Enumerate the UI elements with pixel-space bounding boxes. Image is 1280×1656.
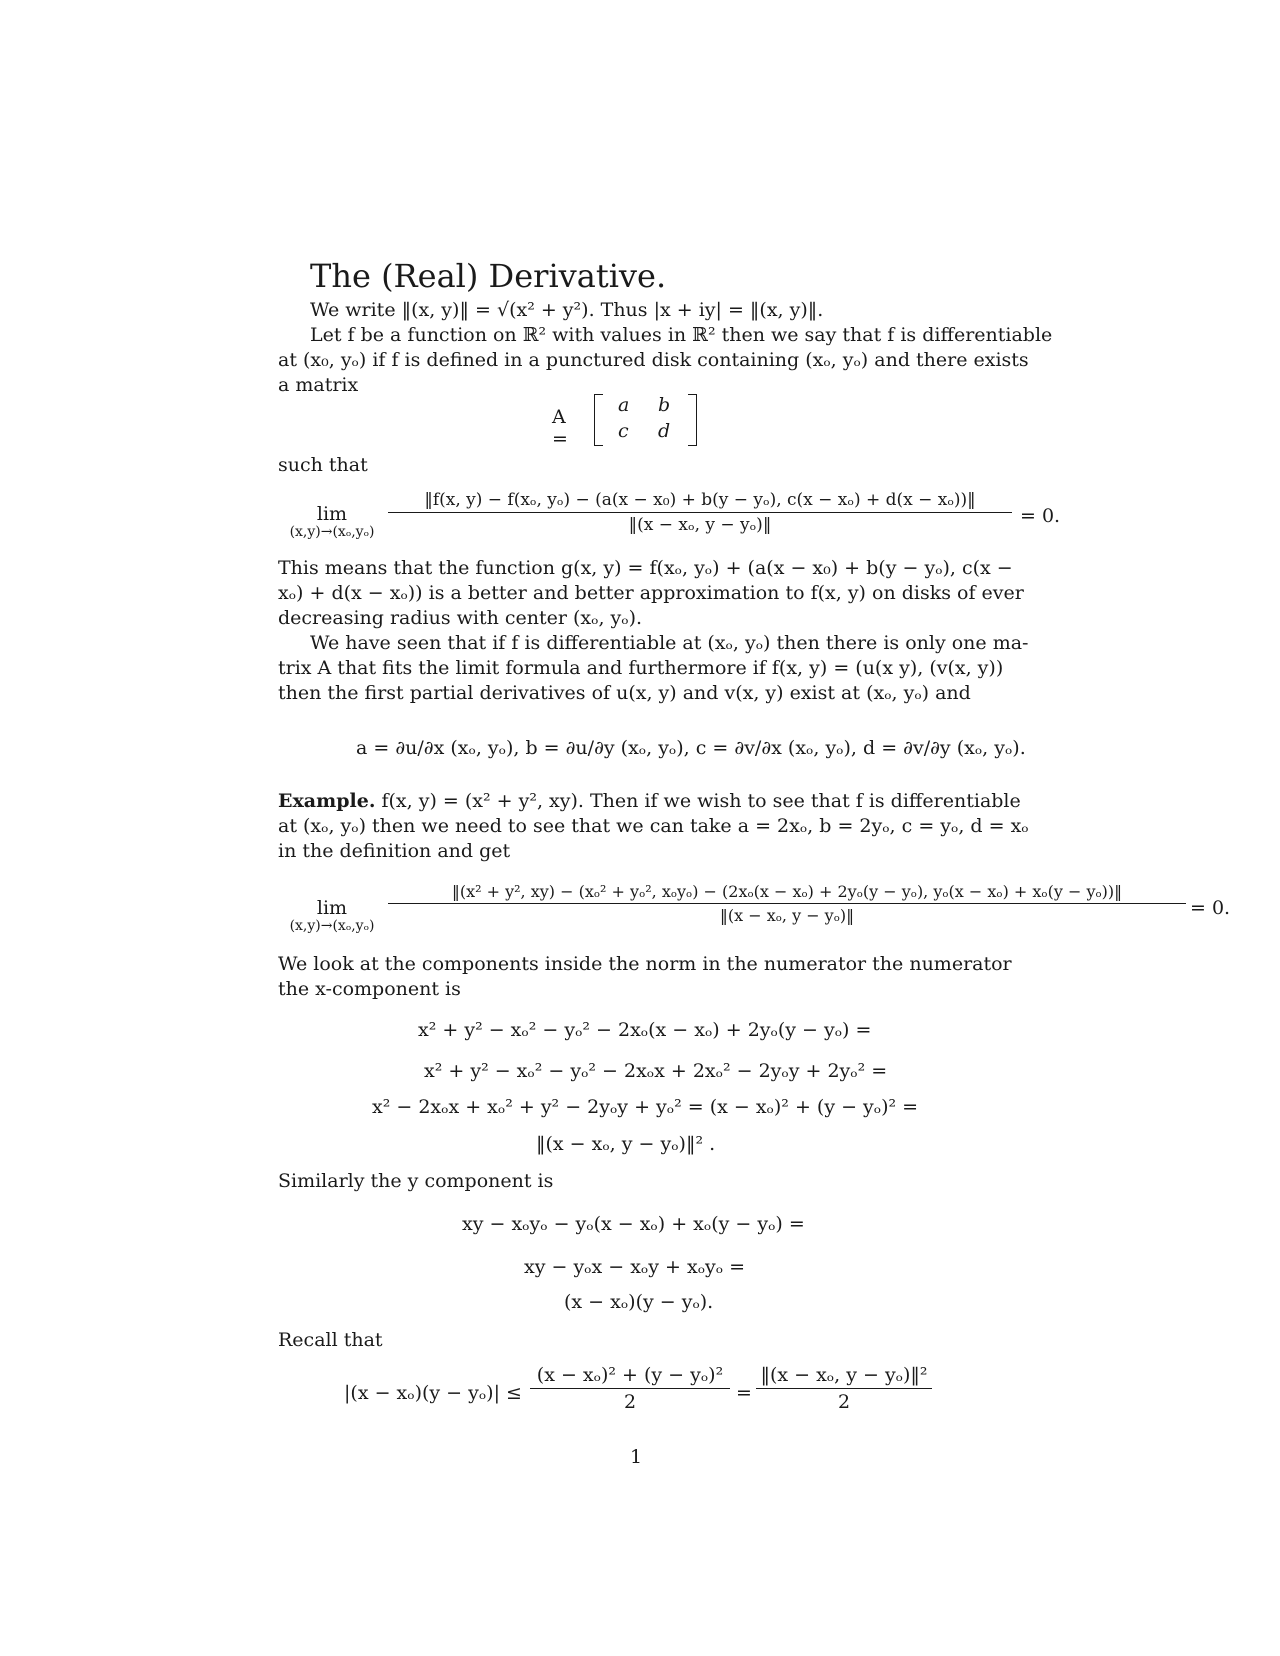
fraction-denominator: ‖(x − xₒ, y − yₒ)‖ bbox=[719, 906, 855, 925]
limit-fraction bbox=[388, 490, 1012, 535]
limit-operator bbox=[278, 503, 386, 539]
limit-operator bbox=[278, 897, 386, 933]
page-title: The (Real) Derivative. bbox=[310, 257, 667, 295]
y-component-step: (x − xₒ)(y − yₒ). bbox=[564, 1291, 714, 1313]
inequality-fraction-1 bbox=[530, 1364, 730, 1413]
paragraph-line: then the first partial derivatives of u(x, y) and v(x, y) exist at (xₒ, yₒ) and bbox=[278, 682, 971, 704]
fraction-denominator: 2 bbox=[837, 1391, 851, 1413]
x-component-step: x² + y² − xₒ² − yₒ² − 2xₒ(x − xₒ) + 2yₒ(y − yₒ) = bbox=[418, 1019, 872, 1041]
page-number: 1 bbox=[630, 1446, 643, 1468]
lim-label: lim bbox=[316, 503, 348, 525]
matrix-cell-a: a bbox=[618, 394, 630, 416]
fraction-denominator: 2 bbox=[623, 1391, 637, 1413]
matrix-right-bracket bbox=[688, 394, 697, 446]
inequality-fraction-2 bbox=[756, 1364, 932, 1413]
fraction-numerator: ‖f(x, y) − f(xₒ, yₒ) − (a(x − x₀) + b(y − yₒ), c(x − xₒ) + d(x − xₒ))‖ bbox=[388, 490, 1012, 513]
paragraph-line: We write ‖(x, y)‖ = √(x² + y²). Thus |x + iy| = ‖(x, y)‖. bbox=[310, 299, 824, 321]
x-component-step: ‖(x − xₒ, y − yₒ)‖² . bbox=[536, 1133, 716, 1155]
lim-subscript: (x,y)→(xₒ,yₒ) bbox=[289, 918, 375, 934]
fraction-numerator: ‖(x² + y², xy) − (xₒ² + yₒ², xₒyₒ) − (2xₒ(x − xₒ) + 2yₒ(y − yₒ), yₒ(x − xₒ) + xₒ(y − yₒ))‖ bbox=[388, 882, 1186, 904]
paragraph-line: in the definition and get bbox=[278, 840, 511, 862]
fraction-numerator: ‖(x − xₒ, y − yₒ)‖² bbox=[756, 1364, 932, 1389]
paragraph-line: We have seen that if f is differentiable at (xₒ, yₒ) then there is only one ma- bbox=[310, 632, 1029, 654]
fraction-denominator: ‖(x − xₒ, y − yₒ)‖ bbox=[628, 515, 772, 535]
matrix-cell-d: d bbox=[658, 420, 671, 442]
paragraph-line: xₒ) + d(x − xₒ)) is a better and better approximation to f(x, y) on disks of ever bbox=[278, 582, 1024, 604]
paragraph-line: trix A that fits the limit formula and furthermore if f(x, y) = (u(x y), (v(x, y)) bbox=[278, 657, 1004, 679]
paragraph-line: the x-component is bbox=[278, 978, 461, 1000]
paragraph-line: at (x₀, yₒ) if f is defined in a punctured disk containing (xₒ, yₒ) and there exists bbox=[278, 349, 1029, 371]
y-component-step: xy − xₒyₒ − yₒ(x − xₒ) + xₒ(y − yₒ) = bbox=[462, 1213, 805, 1235]
matrix-cell-c: c bbox=[618, 420, 629, 442]
example-text: f(x, y) = (x² + y², xy). Then if we wish to see that f is differentiable bbox=[381, 790, 1021, 812]
partials-equation: a = ∂u/∂x (xₒ, yₒ), b = ∂u/∂y (xₒ, yₒ), c = ∂v/∂x (xₒ, yₒ), d = ∂v/∂y (xₒ, yₒ). bbox=[356, 737, 1026, 759]
equals-sign: = bbox=[736, 1382, 752, 1404]
paragraph-line: such that bbox=[278, 454, 368, 476]
example-label: Example. bbox=[278, 790, 376, 812]
paragraph-line: Similarly the y component is bbox=[278, 1170, 554, 1192]
equation-rhs: = 0. bbox=[1190, 897, 1231, 919]
x-component-step: x² + y² − xₒ² − yₒ² − 2xₒx + 2xₒ² − 2yₒy + 2yₒ² = bbox=[424, 1060, 888, 1082]
fraction-numerator: (x − xₒ)² + (y − yₒ)² bbox=[530, 1364, 730, 1389]
matrix-left-bracket bbox=[594, 394, 603, 446]
paragraph-line: We look at the components inside the norm in the numerator the numerator bbox=[278, 953, 1012, 975]
limit-fraction bbox=[388, 882, 1186, 925]
paragraph-line: a matrix bbox=[278, 374, 359, 396]
paragraph-line: at (xₒ, yₒ) then we need to see that we can take a = 2xₒ, b = 2yₒ, c = yₒ, d = xₒ bbox=[278, 815, 1029, 837]
paragraph-line: Recall that bbox=[278, 1329, 383, 1351]
matrix-label: A = bbox=[552, 406, 568, 450]
inequality-lhs: |(x − xₒ)(y − yₒ)| ≤ bbox=[344, 1382, 522, 1404]
matrix-cell-b: b bbox=[658, 394, 671, 416]
example-line bbox=[278, 789, 1021, 813]
lim-label: lim bbox=[316, 897, 348, 919]
paragraph-line: decreasing radius with center (xₒ, yₒ). bbox=[278, 607, 643, 629]
x-component-step: x² − 2xₒx + xₒ² + y² − 2yₒy + yₒ² = (x − xₒ)² + (y − yₒ)² = bbox=[372, 1096, 919, 1118]
y-component-step: xy − yₒx − xₒy + xₒyₒ = bbox=[524, 1256, 746, 1278]
lim-subscript: (x,y)→(xₒ,yₒ) bbox=[289, 524, 375, 540]
paragraph-line: Let f be a function on ℝ² with values in ℝ² then we say that f is differentiable bbox=[310, 324, 1053, 346]
paragraph-line: This means that the function g(x, y) = f(xₒ, yₒ) + (a(x − x₀) + b(y − yₒ), c(x − bbox=[278, 557, 1013, 579]
equation-rhs: = 0. bbox=[1020, 505, 1061, 527]
